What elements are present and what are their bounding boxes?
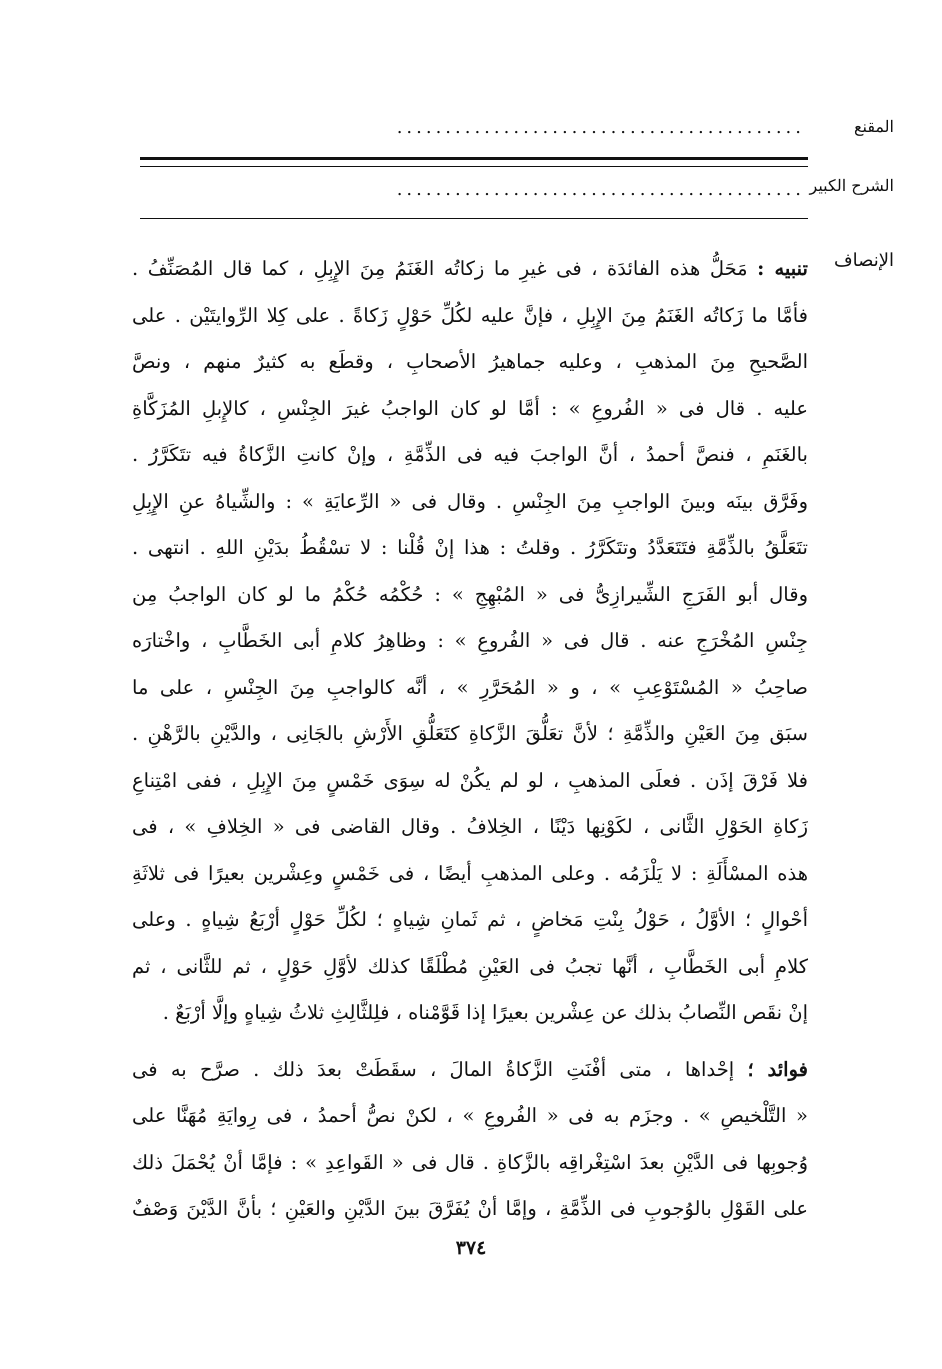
- muqni-section-label: المقنع: [853, 117, 894, 136]
- text-line: فأمَّا ما زَكاتُه الغَنَمُ مِنَ الإِبِلِ ، فإنَّ عليه لكُلِّ حَوْلٍ زَكاةً . على كِلا الرِّوايتَيْن . على: [132, 303, 808, 327]
- text-line: تتَعَلَّقُ بالذِّمَّةِ فتَتَعَدَّدُ وتتَكَرَّرُ . وقلتُ : هذا إنْ قُلْنا : لا تسْقُطُ بدَيْنِ اللهِ . انتهى .: [132, 536, 808, 559]
- thick-separator-rule: [140, 157, 808, 160]
- paragraph-lead-word: فوائد ؛: [747, 1057, 808, 1081]
- text-line: عليه . قال فى « الفُروعِ » : أمَّا لو كان الواجبُ غيرَ الجِنْسِ ، كالإِبلِ المُزَكَّاةِ: [132, 396, 808, 420]
- sharh-section-label: الشرح الكبير: [809, 176, 894, 195]
- text-line: هذه المسْأَلَةِ : لا يَلْزَمُه . وعلى المذهبِ أيضًا ، فى خَمْسٍ وعِشْرين بعيرًا فى ثلاثَةِ: [132, 861, 808, 885]
- insaf-separator-rule: [140, 218, 808, 219]
- thin-separator-rule: [140, 166, 808, 167]
- text-line: بالغَنَمِ ، فنصَّ أحمدُ ، أنَّ الواجبَ فيه فى الذِّمَّةِ ، وإنْ كانتِ الزَّكاةُ فيه تتَكَرَّرُ .: [132, 443, 808, 466]
- text-line-content: إحْداها ، متى أفْنَتِ الزَّكاةُ المالَ ، سقَطَتْ بعدَ ذلك . صرَّح به فى: [132, 1057, 735, 1081]
- text-line: زَكاةِ الحَوْلِ الثَّانى ، لكَوْنِها دَيْنًا ، الخِلافُ . وقال القاضى فى « الخِلافِ » ، فى: [132, 815, 808, 838]
- insaf-body-text: [132, 246, 808, 1233]
- muqni-dotted-placeholder: ..........................................: [396, 118, 805, 138]
- text-line: إنْ نقَص النِّصابُ بذلك عن عِشْرين بعيرًا إذا قَوَّمْناه ، فلِلثَّالِثِ ثلاثُ شِياهٍ وإلَّا أرْبَعٌ .: [162, 1001, 808, 1024]
- text-line: وقال أبو الفَرَجِ الشِّيرازِىُّ فى « المُبْهِجِ » : حُكْمُه حُكْمُ ما لو كان الواجبُ مِن: [132, 582, 808, 606]
- text-line: كلامِ أبى الخَطَّابِ ، أنَّها تجبُ فى العَيْنِ مُطْلَقًا كذلك لأوَّلِ حَوْلٍ ، ثم للثَّانى ، ثم: [132, 954, 808, 978]
- insaf-section-label: الإنصاف: [833, 250, 894, 271]
- text-line: وفَرَّق بينَه وبينَ الواجبِ مِنَ الجِنْسِ . وقال فى « الرِّعايَةِ » : والشِّياهُ عنِ الإِبِلِ: [132, 489, 808, 513]
- text-line: أحْوالٍ ؛ الأوَّلُ ، حَوْلُ بِنْتِ مَخاضٍ ، ثم ثَمانِ شِياهٍ ؛ لكُلِّ حَوْلٍ أرْبَعُ شِياهٍ . وعلى: [132, 908, 808, 931]
- text-line: سبَق مِنَ العَيْنِ والذِّمَّةِ ؛ لأنَّ تعَلُّقَ الزَّكاةِ كتَعَلُّقِ الأَرْشِ بالجَانِى ، والدَّيْنِ بالرَّهْنِ .: [132, 722, 808, 745]
- text-line: « التَّلْخيصِ » . وجزَم به فى « الفُروعِ » ، لكنْ نصُّ أحمدُ ، فى رِوايَةِ مُهَنَّا على: [132, 1104, 808, 1127]
- text-line: صاحِبُ « المُسْتَوْعِبِ » ، و « المُحَرَّرِ » ، أنَّه كالواجبِ مِنَ الجِنْسِ ، على ما: [132, 675, 808, 699]
- text-line: على القَوْلِ بالوُجوبِ فى الذِّمَّةِ ، وإمَّا أنْ يُفَرَّقَ بينَ الدَّيْنِ والعَيْنِ ؛ بأنَّ الدَّيْنَ وَصْفٌ: [132, 1197, 808, 1220]
- paragraph-lead-word: تنبيه :: [757, 257, 808, 280]
- text-line: [132, 246, 808, 293]
- page-number: ٣٧٤: [455, 1237, 487, 1259]
- text-line: فلا فَرْقَ إذَن . فعلَى المذهبِ ، لو لم يكُنْ له سِوَى خَمْسٍ مِنَ الإِبِلِ ، ففى امْتِناعِ: [132, 768, 808, 792]
- text-line: الصَّحيحِ مِنَ المذهبِ ، وعليه جماهيرُ الأصحابِ ، وقطَع به كثيرٌ منهم ، ونصَّ: [132, 350, 808, 373]
- sharh-dotted-placeholder: ..........................................: [396, 180, 805, 200]
- text-line: جِنْسِ المُخْرَجِ عنه . قال فى « الفُروعِ » : وظاهِرُ كلامِ أبى الخَطَّابِ ، واخْتارَه: [132, 629, 808, 652]
- text-line-content: مَحَلُّ هذه الفائدَة ، فى غيرِ ما زكاتُه الغَنَمُ مِنَ الإِبِلِ ، كما قال المُصَنِّفُ .: [132, 257, 748, 280]
- text-line: وُجوبِها فى الدَّيْنِ بعدَ اسْتِغْراقِه بالزَّكاةِ . قال فى « القَواعِدِ » : فإمَّا أنْ يُحْمَلَ ذلك: [132, 1150, 808, 1174]
- text-line: [132, 1047, 808, 1094]
